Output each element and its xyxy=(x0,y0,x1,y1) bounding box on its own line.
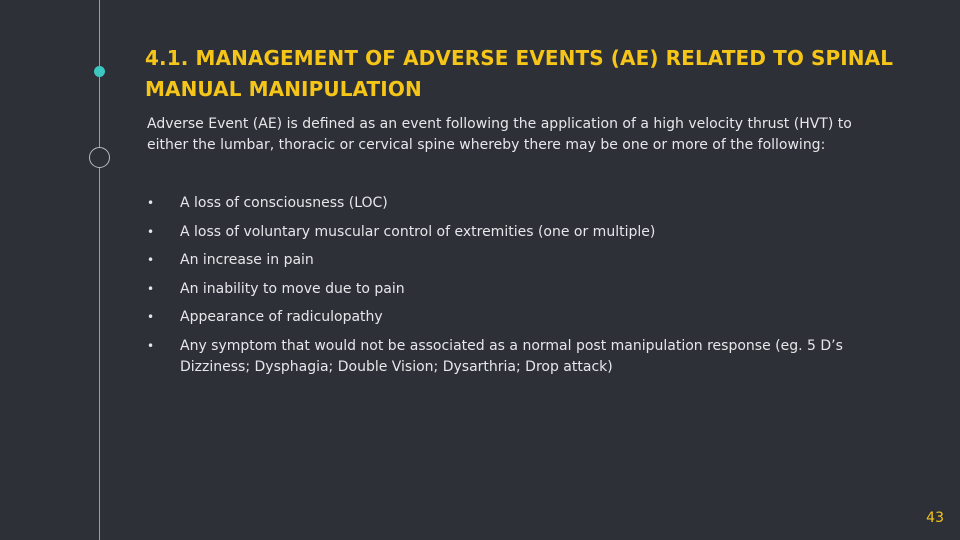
list-item xyxy=(147,279,867,300)
list-item-text: An increase in pain xyxy=(180,252,314,268)
list-item-text: A loss of voluntary muscular control of extremities (one or multiple) xyxy=(180,223,656,240)
list-item xyxy=(147,336,867,378)
list-item xyxy=(147,193,867,214)
bullet-icon: • xyxy=(147,310,155,324)
list-item xyxy=(147,307,867,328)
bullet-icon: • xyxy=(147,281,155,296)
bullet-icon: • xyxy=(147,253,155,267)
timeline-line xyxy=(99,0,100,540)
bullet-icon: • xyxy=(147,338,155,353)
slide-title: 4.1. MANAGEMENT OF ADVERSE EVENTS (AE) RELATED TO SPINAL MANUAL MANIPULATION xyxy=(145,46,894,101)
timeline-dot-active xyxy=(94,66,105,77)
bullet-icon: • xyxy=(147,224,155,239)
bullet-icon: • xyxy=(147,196,155,210)
intro-paragraph: Adverse Event (AE) is defined as an event following the application of a high velocity thrust (HVT) to either the lumbar, thoracic or cervical spine whereby there may be one or more of the following: xyxy=(147,116,852,153)
timeline-dot-inactive xyxy=(89,147,110,168)
list-item xyxy=(147,222,867,243)
list-item xyxy=(147,250,867,271)
bullet-list xyxy=(147,193,867,385)
page-number: 43 xyxy=(926,510,944,526)
list-item-text: An inability to move due to pain xyxy=(180,280,405,297)
list-item-text: Appearance of radiculopathy xyxy=(180,309,383,325)
list-item-text: Any symptom that would not be associated as a normal post manipulation response (eg. 5 D’s Dizziness; Dysphagia; Double Vision; Dysarthria; Drop attack) xyxy=(180,337,843,375)
list-item-text: A loss of consciousness (LOC) xyxy=(180,195,388,211)
